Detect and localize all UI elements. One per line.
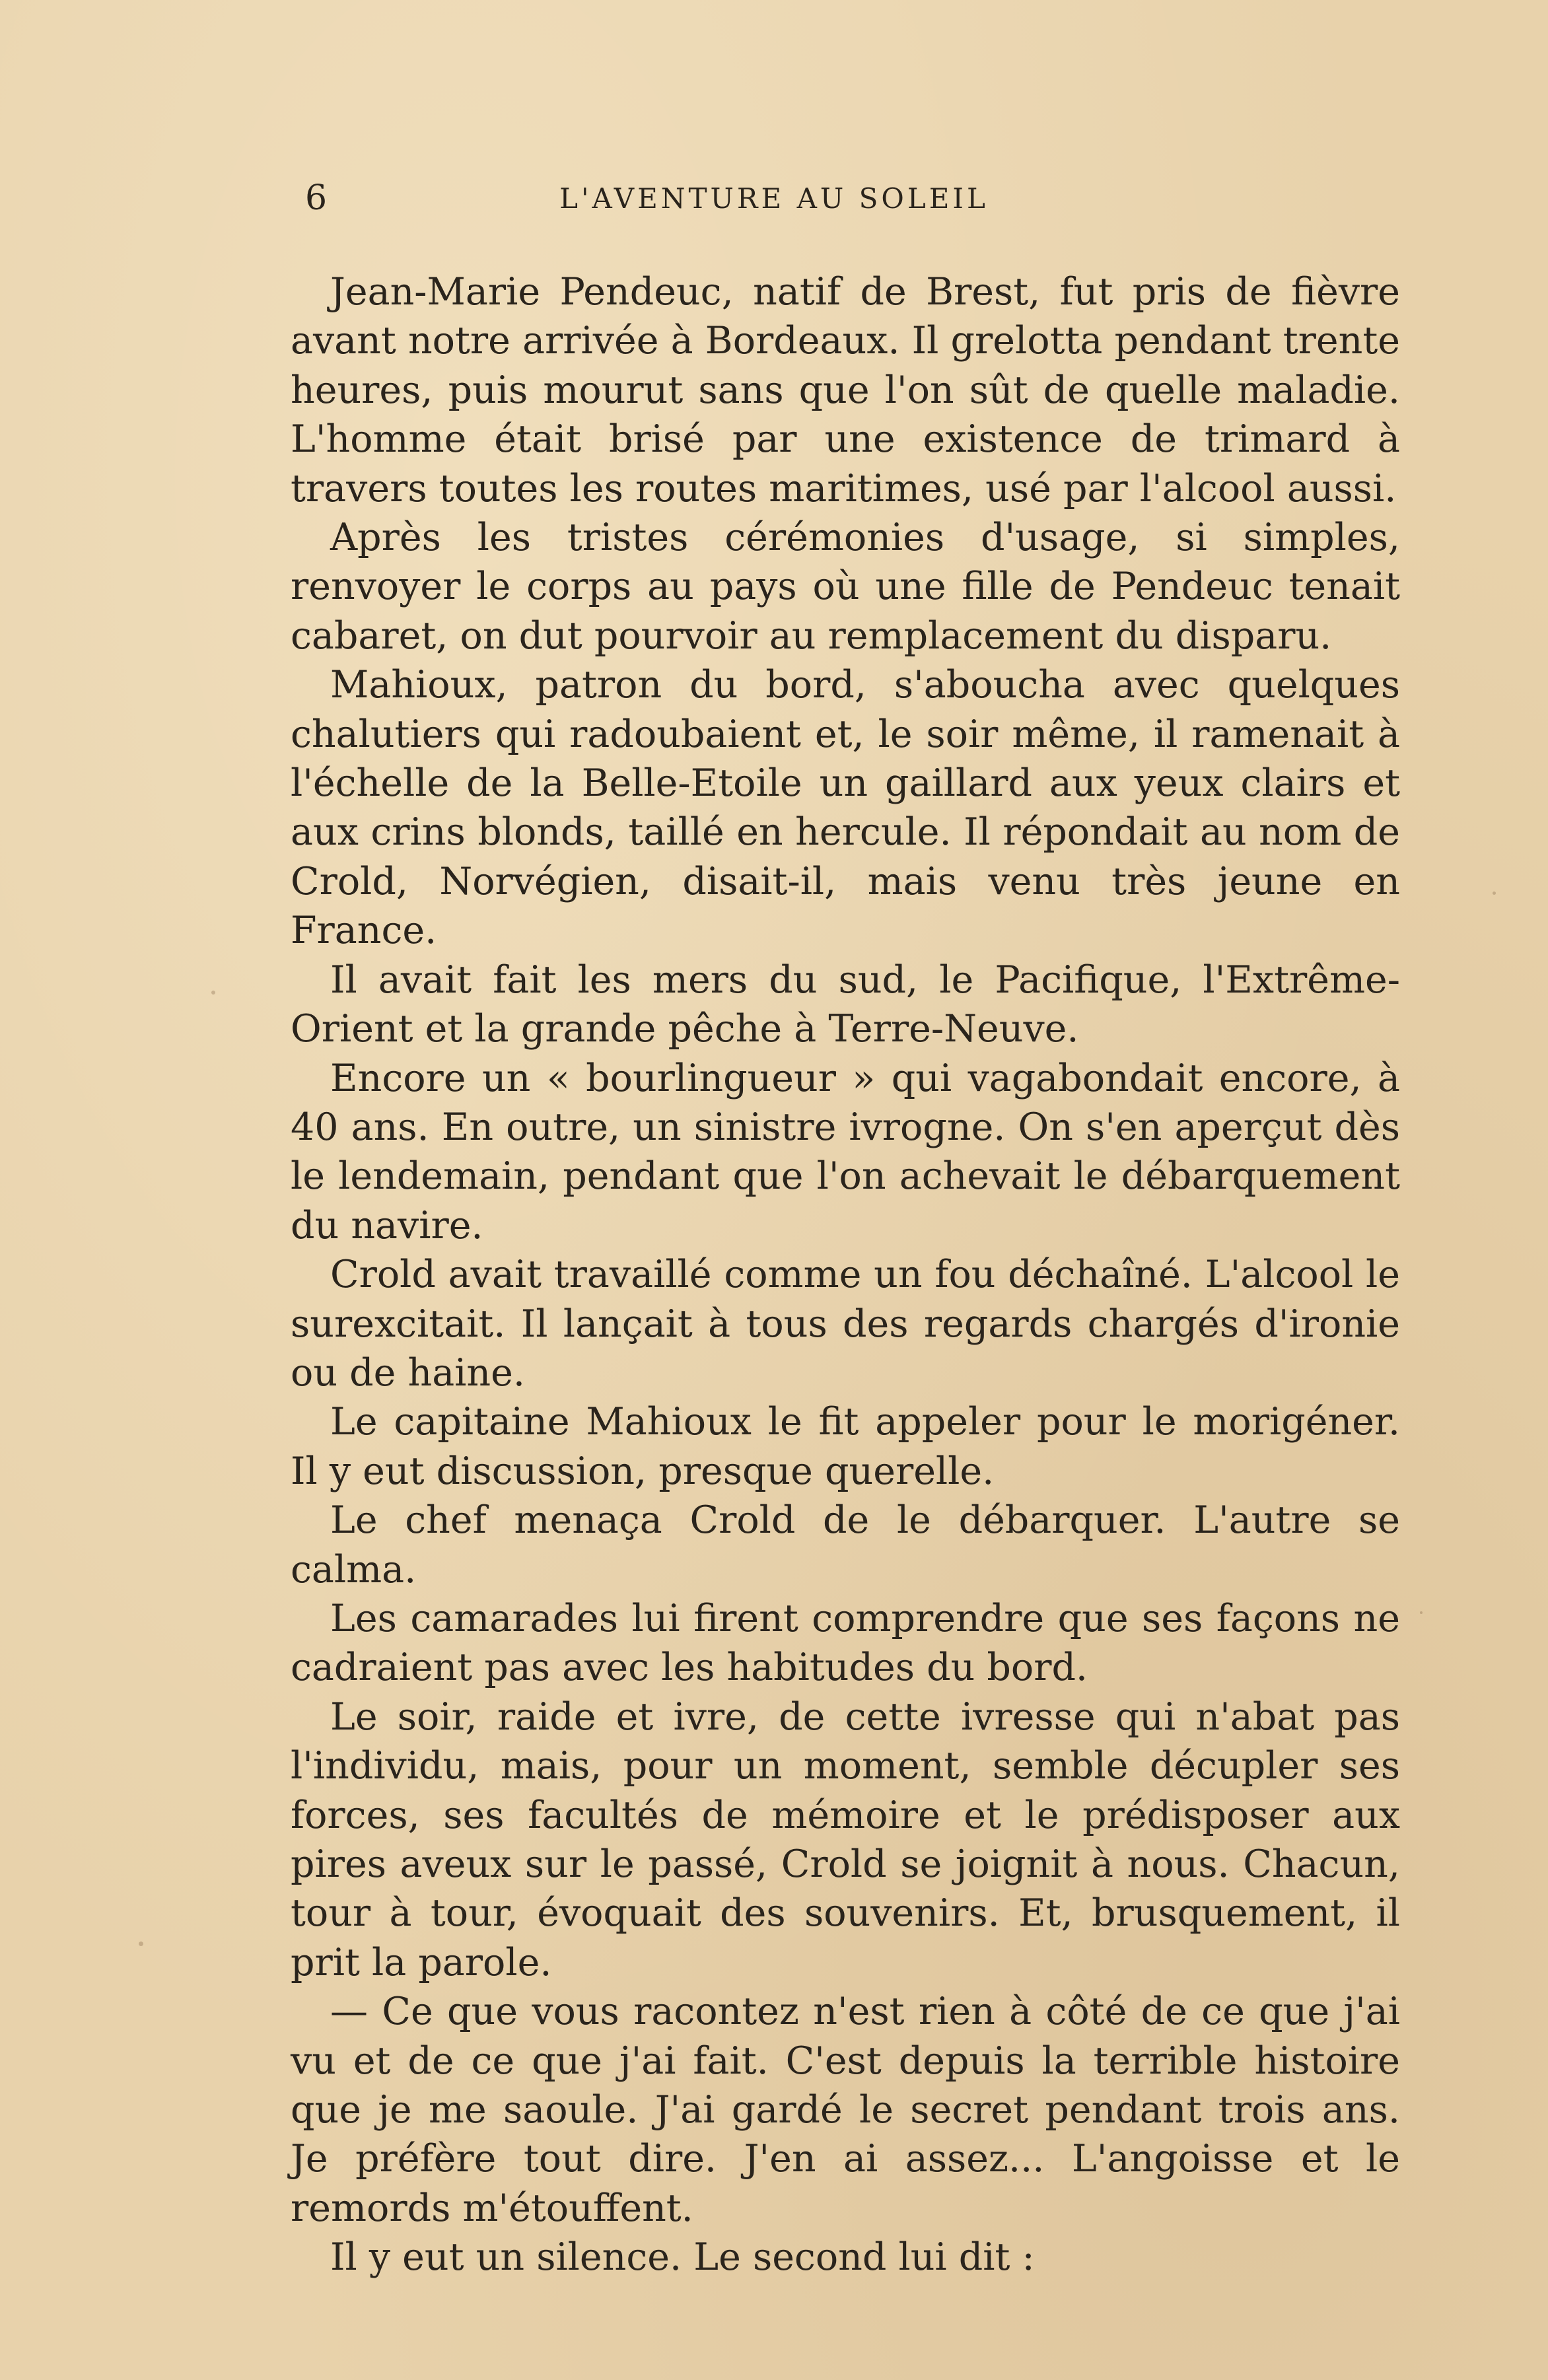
paragraph: Les camarades lui firent comprendre que ses façons ne cadraient pas avec les habitudes du bord. (291, 1596, 1400, 1690)
running-title: L'AVENTURE AU SOLEIL (559, 182, 989, 215)
page-number: 6 (305, 178, 329, 218)
page-header (0, 178, 1548, 225)
paragraph: Encore un « bourlingueur » qui vagabondait encore, à 40 ans. En outre, un sinistre ivrogne. On s'en aperçut dès le lendemain, pendant que l'on achevait le débarquement du navire. (291, 1056, 1400, 1247)
paper-speck (139, 1942, 143, 1946)
paper-speck (211, 991, 215, 995)
paragraph: Il avait fait les mers du sud, le Pacifique, l'Extrême-Orient et la grande pêche à Terre-Neuve. (291, 958, 1400, 1051)
paragraph: Le capitaine Mahioux le fit appeler pour le morigéner. Il y eut discussion, presque querelle. (291, 1400, 1400, 1493)
paragraph: Le chef menaça Crold de le débarquer. L'autre se calma. (291, 1498, 1400, 1592)
paper-speck (1493, 892, 1496, 895)
body-text (291, 267, 1400, 2282)
paragraph: Crold avait travaillé comme un fou déchaîné. L'alcool le surexcitait. Il lançait à tous des regards chargés d'ironie ou de haine. (291, 1253, 1400, 1395)
paragraph: — Ce que vous racontez n'est rien à côté de ce que j'ai vu et de ce que j'ai fait. C'est depuis la terrible histoire que je me saoule. J'ai gardé le secret pendant trois ans. Je préfère tout dire. J'en ai assez... L'angoisse et le remords m'étouffent. (291, 1990, 1400, 2230)
paragraph: Mahioux, patron du bord, s'aboucha avec quelques chalutiers qui radoubaient et, le soir même, il ramenait à l'échelle de la Belle-Etoile un gaillard aux yeux clairs et aux crins blonds, taillé en hercule. Il répondait au nom de Crold, Norvégien, disait-il, mais venu très jeune en France. (291, 663, 1400, 953)
paragraph: Le soir, raide et ivre, de cette ivresse qui n'abat pas l'individu, mais, pour un moment, semble décupler ses forces, ses facultés de mémoire et le prédisposer aux pires aveux sur le passé, Crold se joignit à nous. Chacun, tour à tour, évoquait des souvenirs. Et, brusquement, il prit la parole. (291, 1695, 1400, 1984)
paper-speck (1420, 1611, 1423, 1614)
paragraph: Il y eut un silence. Le second lui dit : (330, 2235, 1035, 2280)
paragraph: Jean-Marie Pendeuc, natif de Brest, fut pris de fièvre avant notre arrivée à Bordeaux. Il grelotta pendant trente heures, puis mourut sans que l'on sût de quelle maladie. L'homme était brisé par une existence de trimard à travers toutes les routes maritimes, usé par l'alcool aussi. (291, 270, 1400, 510)
paragraph: Après les tristes cérémonies d'usage, si simples, renvoyer le corps au pays où une fille de Pendeuc tenait cabaret, on dut pourvoir au remplacement du disparu. (291, 516, 1400, 658)
